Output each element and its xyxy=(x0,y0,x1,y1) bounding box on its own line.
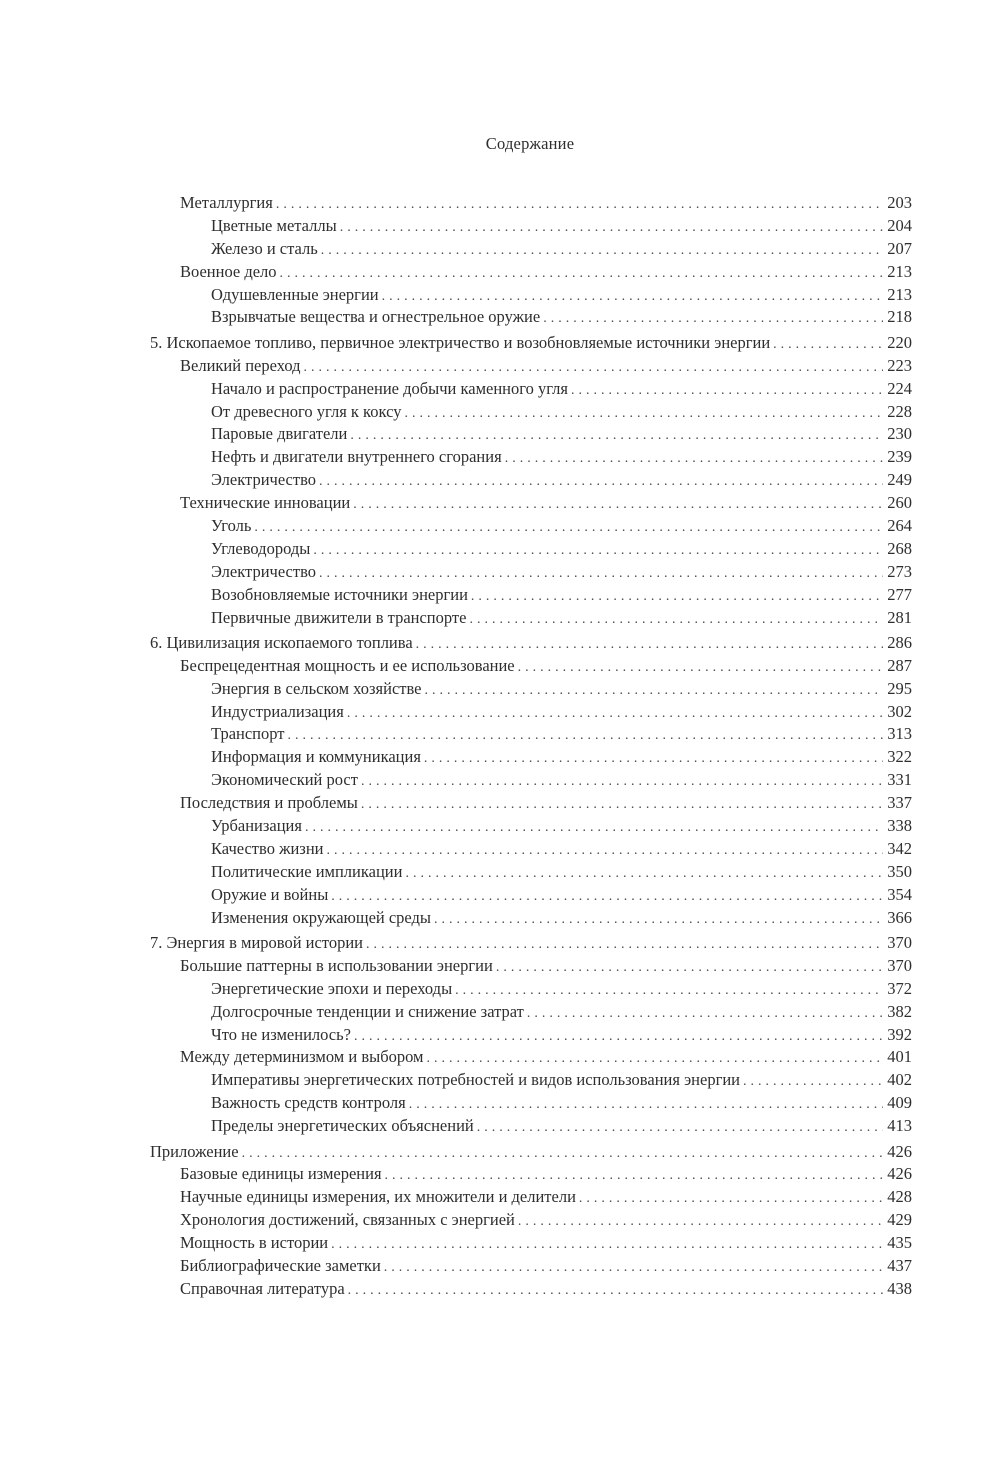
toc-page-number: 313 xyxy=(887,724,912,744)
toc-entry-title: Цветные металлы xyxy=(211,215,337,235)
toc-section-entry xyxy=(150,261,912,284)
toc-subsection-entry xyxy=(150,1001,912,1024)
toc-page-number: 228 xyxy=(887,401,912,421)
toc-chapter-entry xyxy=(150,932,912,955)
dot-leader xyxy=(347,703,883,724)
toc-subsection-entry xyxy=(150,1069,912,1092)
toc-section-entry xyxy=(150,1046,912,1069)
toc-subsection-entry xyxy=(150,978,912,1001)
toc-subsection-entry xyxy=(150,538,912,561)
dot-leader xyxy=(304,357,884,378)
dot-leader xyxy=(305,817,883,838)
toc-subsection-entry xyxy=(150,723,912,746)
toc-subsection-entry xyxy=(150,215,912,238)
toc-entry-title: Металлургия xyxy=(180,193,273,212)
dot-leader xyxy=(425,680,884,701)
toc-page-number: 401 xyxy=(887,1047,912,1067)
toc-page-number: 223 xyxy=(887,355,912,375)
toc-entry-title: Что не изменилось? xyxy=(211,1024,351,1044)
toc-entry-title: Энергетические эпохи и переходы xyxy=(211,978,453,998)
toc-page-number: 268 xyxy=(887,538,912,558)
toc-entry-title: Уголь xyxy=(211,515,252,535)
toc-subsection-entry xyxy=(150,1024,912,1047)
dot-leader xyxy=(280,263,883,284)
toc-page-number: 286 xyxy=(887,632,912,652)
dot-leader xyxy=(416,634,883,655)
dot-leader xyxy=(518,1211,883,1232)
dot-leader xyxy=(361,794,883,815)
toc-entry-title: Транспорт xyxy=(211,724,285,744)
toc-entry-title: Нефть и двигатели внутреннего сгорания xyxy=(211,447,502,467)
toc-subsection-entry xyxy=(150,678,912,701)
toc-page-number: 413 xyxy=(887,1116,912,1136)
toc-entry-title: Экономический рост xyxy=(211,770,358,790)
dot-leader xyxy=(382,286,883,307)
toc-subsection-entry xyxy=(150,815,912,838)
toc-page-number: 437 xyxy=(887,1255,912,1275)
toc-entry-title: Великий переход xyxy=(180,355,301,375)
toc-entry-title: Электричество xyxy=(211,561,317,581)
dot-leader xyxy=(340,217,883,238)
toc-page-number: 322 xyxy=(887,747,912,767)
dot-leader xyxy=(319,563,883,584)
toc-section-entry xyxy=(150,955,912,978)
toc-subsection-entry xyxy=(150,515,912,538)
toc-subsection-entry xyxy=(150,238,912,261)
toc-entry-title: Одушевленные энергии xyxy=(211,284,379,304)
dot-leader xyxy=(527,1003,883,1024)
dot-leader xyxy=(505,448,883,469)
toc-section-entry xyxy=(150,492,912,515)
dot-leader xyxy=(571,380,883,401)
toc-entry-title: Между детерминизмом и выбором xyxy=(180,1047,424,1067)
toc-page-number: 338 xyxy=(887,816,912,836)
toc-subsection-entry xyxy=(150,469,912,492)
toc-entry-title: Справочная литература xyxy=(180,1278,345,1298)
toc-chapter-entry xyxy=(150,1141,912,1164)
toc-entry-title: Индустриализация xyxy=(211,701,344,721)
toc-page-number: 370 xyxy=(887,933,912,952)
toc-page-number: 218 xyxy=(887,307,912,327)
toc-entry-title: Углеводороды xyxy=(211,538,311,558)
dot-leader xyxy=(518,657,883,678)
toc-entry-title: Электричество xyxy=(211,470,317,490)
dot-leader xyxy=(404,403,883,424)
toc-entry-title: 7. Энергия в мировой истории xyxy=(150,933,363,952)
toc-page-number: 366 xyxy=(887,907,912,927)
toc-subsection-entry xyxy=(150,607,912,630)
toc-entry-title: Пределы энергетических объяснений xyxy=(211,1116,474,1136)
toc-subsection-entry xyxy=(150,584,912,607)
toc-subsection-entry xyxy=(150,561,912,584)
toc-section-entry xyxy=(150,1163,912,1186)
dot-leader xyxy=(409,1094,883,1115)
page-title: Содержание xyxy=(485,134,575,153)
toc-entry-title: Последствия и проблемы xyxy=(180,793,358,813)
dot-leader xyxy=(579,1188,883,1209)
toc-page-number: 213 xyxy=(887,284,912,304)
toc-page-number: 426 xyxy=(887,1164,912,1184)
toc-subsection-entry xyxy=(150,401,912,424)
toc-section-entry xyxy=(150,1278,912,1301)
toc-page-number: 204 xyxy=(887,215,912,235)
toc-subsection-entry xyxy=(150,1115,912,1138)
toc-subsection-entry xyxy=(150,701,912,724)
toc-page-number: 249 xyxy=(887,470,912,490)
toc-subsection-entry xyxy=(150,746,912,769)
toc-page-number: 203 xyxy=(887,193,912,212)
dot-leader xyxy=(426,1048,883,1069)
toc-subsection-entry xyxy=(150,284,912,307)
toc-page-number: 382 xyxy=(887,1001,912,1021)
toc-entry-title: Базовые единицы измерения xyxy=(180,1164,382,1184)
toc-page-number: 230 xyxy=(887,424,912,444)
dot-leader xyxy=(254,517,883,538)
toc-page-number: 260 xyxy=(887,493,912,513)
toc-entry-title: Железо и сталь xyxy=(211,238,318,258)
dot-leader xyxy=(331,886,883,907)
dot-leader xyxy=(384,1257,883,1278)
toc-entry-title: Военное дело xyxy=(180,261,277,281)
toc-subsection-entry xyxy=(150,306,912,329)
toc-page-number: 435 xyxy=(887,1233,912,1253)
toc-entry-title: Энергия в сельском хозяйстве xyxy=(211,678,422,698)
toc-entry-title: Императивы энергетических потребностей и видов использования энергии xyxy=(211,1070,740,1090)
dot-leader xyxy=(331,1234,883,1255)
toc-page-number: 392 xyxy=(887,1024,912,1044)
toc-entry-title: 6. Цивилизация ископаемого топлива xyxy=(150,632,413,652)
dot-leader xyxy=(288,725,883,746)
toc-section-entry xyxy=(150,192,912,215)
dot-leader xyxy=(326,840,883,861)
toc-entry-title: Урбанизация xyxy=(211,816,302,836)
toc-section-entry xyxy=(150,792,912,815)
toc-entry-title: От древесного угля к коксу xyxy=(211,401,402,421)
dot-leader xyxy=(319,471,883,492)
toc-page-number: 372 xyxy=(887,978,912,998)
toc-entry-title: Паровые двигатели xyxy=(211,424,348,444)
toc-page-number: 402 xyxy=(887,1070,912,1090)
dot-leader xyxy=(321,240,883,261)
toc-page-number: 302 xyxy=(887,701,912,721)
toc-page-number: 224 xyxy=(887,378,912,398)
toc-subsection-entry xyxy=(150,1092,912,1115)
dot-leader xyxy=(477,1117,883,1138)
toc-chapter-entry xyxy=(150,332,912,355)
toc-chapter-entry xyxy=(150,632,912,655)
toc-page-number: 281 xyxy=(887,607,912,627)
toc-subsection-entry xyxy=(150,446,912,469)
dot-leader xyxy=(353,494,883,515)
toc-subsection-entry xyxy=(150,907,912,930)
dot-leader xyxy=(434,909,883,930)
toc-page-number: 273 xyxy=(887,561,912,581)
toc-section-entry xyxy=(150,1255,912,1278)
toc-page-number: 354 xyxy=(887,884,912,904)
dot-leader xyxy=(354,1026,883,1047)
dot-leader xyxy=(424,748,883,769)
dot-leader xyxy=(455,980,883,1001)
table-of-contents xyxy=(150,192,912,1301)
dot-leader xyxy=(543,308,883,329)
dot-leader xyxy=(276,194,883,215)
toc-entry-title: Долгосрочные тенденции и снижение затрат xyxy=(211,1001,524,1021)
toc-page-number: 350 xyxy=(887,861,912,881)
toc-section-entry xyxy=(150,1232,912,1255)
toc-page-number: 213 xyxy=(887,261,912,281)
toc-entry-title: Политические импликации xyxy=(211,861,403,881)
toc-entry-title: Качество жизни xyxy=(211,838,324,858)
dot-leader xyxy=(471,586,883,607)
toc-entry-title: Хронология достижений, связанных с энергией xyxy=(180,1210,515,1230)
dot-leader xyxy=(385,1165,883,1186)
toc-page-number: 428 xyxy=(887,1187,912,1207)
toc-page-number: 342 xyxy=(887,838,912,858)
toc-subsection-entry xyxy=(150,861,912,884)
toc-page-number: 409 xyxy=(887,1093,912,1113)
toc-entry-title: Научные единицы измерения, их множители и делители xyxy=(180,1187,576,1207)
toc-page-number: 426 xyxy=(887,1141,912,1161)
toc-entry-title: Оружие и войны xyxy=(211,884,329,904)
dot-leader xyxy=(242,1143,883,1164)
dot-leader xyxy=(469,609,883,630)
toc-entry-title: Взрывчатые вещества и огнестрельное оружие xyxy=(211,307,541,327)
toc-subsection-entry xyxy=(150,769,912,792)
toc-page-number: 287 xyxy=(887,655,912,675)
toc-page-number: 264 xyxy=(887,515,912,535)
toc-entry-title: Большие паттерны в использовании энергии xyxy=(180,955,493,975)
toc-page-number: 429 xyxy=(887,1210,912,1230)
toc-page-number: 277 xyxy=(887,584,912,604)
toc-section-entry xyxy=(150,1186,912,1209)
toc-subsection-entry xyxy=(150,423,912,446)
toc-section-entry xyxy=(150,1209,912,1232)
toc-page-number: 370 xyxy=(887,955,912,975)
dot-leader xyxy=(313,540,883,561)
toc-entry-title: Библиографические заметки xyxy=(180,1255,381,1275)
dot-leader xyxy=(348,1280,883,1301)
toc-page-number: 337 xyxy=(887,793,912,813)
toc-section-entry xyxy=(150,355,912,378)
toc-entry-title: 5. Ископаемое топливо, первичное электричество и возобновляемые источники энергии xyxy=(150,332,771,352)
toc-page-number: 438 xyxy=(887,1278,912,1298)
toc-subsection-entry xyxy=(150,378,912,401)
toc-entry-title: Возобновляемые источники энергии xyxy=(211,584,468,604)
toc-entry-title: Первичные движители в транспорте xyxy=(211,607,467,627)
toc-entry-title: Информация и коммуникация xyxy=(211,747,421,767)
dot-leader xyxy=(405,863,883,884)
toc-entry-title: Технические инновации xyxy=(180,493,351,513)
toc-page-number: 239 xyxy=(887,447,912,467)
toc-page-number: 295 xyxy=(887,678,912,698)
toc-page-number: 331 xyxy=(887,770,912,790)
toc-entry-title: Важность средств контроля xyxy=(211,1093,406,1113)
toc-subsection-entry xyxy=(150,884,912,907)
toc-entry-title: Изменения окружающей среды xyxy=(211,907,432,927)
toc-page-number: 220 xyxy=(887,332,912,352)
toc-subsection-entry xyxy=(150,838,912,861)
toc-entry-title: Беспрецедентная мощность и ее использование xyxy=(180,655,515,675)
dot-leader xyxy=(773,334,883,355)
dot-leader xyxy=(361,771,883,792)
dot-leader xyxy=(350,425,883,446)
toc-entry-title: Начало и распространение добычи каменного угля xyxy=(211,378,568,398)
dot-leader xyxy=(366,934,883,955)
toc-entry-title: Приложение xyxy=(150,1141,239,1161)
dot-leader xyxy=(743,1071,883,1092)
toc-entry-title: Мощность в истории xyxy=(180,1233,329,1253)
toc-section-entry xyxy=(150,655,912,678)
dot-leader xyxy=(496,957,883,978)
toc-page-number: 207 xyxy=(887,238,912,258)
